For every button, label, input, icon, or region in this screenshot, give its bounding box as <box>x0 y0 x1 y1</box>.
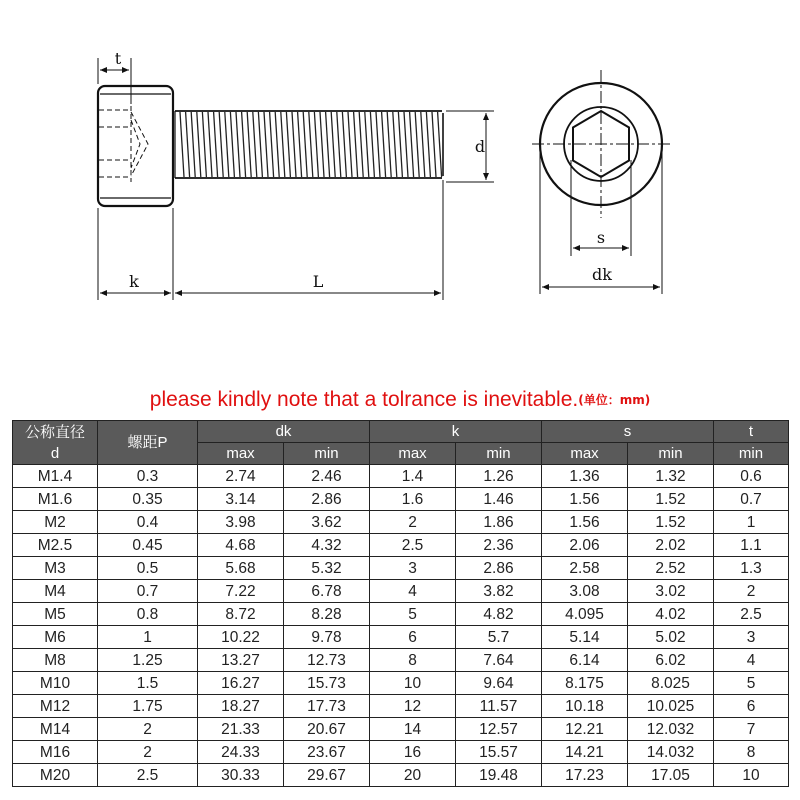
cell-s-min: 2.02 <box>628 534 714 557</box>
cell-pitch: 0.7 <box>98 580 198 603</box>
cell-s-min: 5.02 <box>628 626 714 649</box>
cell-dk-max: 3.98 <box>198 511 284 534</box>
table-row <box>13 557 789 580</box>
header-pitch: 螺距P <box>98 421 198 465</box>
subheader-dk-max: max <box>198 443 284 465</box>
cell-k-max: 14 <box>370 718 456 741</box>
label-k: k <box>129 272 139 291</box>
cell-pitch: 2 <box>98 741 198 764</box>
subheader-s-max: max <box>542 443 628 465</box>
cell-s-max: 2.58 <box>542 557 628 580</box>
cell-k-min: 11.57 <box>456 695 542 718</box>
cell-pitch: 2.5 <box>98 764 198 787</box>
cell-s-min: 10.025 <box>628 695 714 718</box>
subheader-s-min: min <box>628 443 714 465</box>
cell-pitch: 0.8 <box>98 603 198 626</box>
cell-k-min: 9.64 <box>456 672 542 695</box>
cell-s-max: 8.175 <box>542 672 628 695</box>
tolerance-note-text: please kindly note that a tolrance is inevitable. <box>149 388 579 411</box>
table-row <box>13 465 789 488</box>
cell-s-min: 1.52 <box>628 488 714 511</box>
unit-note: (单位：mm) <box>578 393 651 407</box>
table-row <box>13 488 789 511</box>
cell-k-min: 1.86 <box>456 511 542 534</box>
cell-dk-max: 18.27 <box>198 695 284 718</box>
cell-t-min: 7 <box>714 718 789 741</box>
cell-k-min: 7.64 <box>456 649 542 672</box>
cell-k-max: 2.5 <box>370 534 456 557</box>
cell-s-max: 1.56 <box>542 488 628 511</box>
cell-k-max: 4 <box>370 580 456 603</box>
cell-k-max: 3 <box>370 557 456 580</box>
subheader-t-min: min <box>714 443 789 465</box>
cell-k-min: 5.7 <box>456 626 542 649</box>
cell-k-max: 5 <box>370 603 456 626</box>
cell-s-max: 4.095 <box>542 603 628 626</box>
cell-size: M1.6 <box>13 488 98 511</box>
header-nominal-diameter-d: d <box>50 444 60 462</box>
table-row <box>13 626 789 649</box>
cell-dk-min: 15.73 <box>284 672 370 695</box>
cell-k-min: 1.46 <box>456 488 542 511</box>
table-row <box>13 741 789 764</box>
table-row <box>13 649 789 672</box>
cell-size: M16 <box>13 741 98 764</box>
header-dk: dk <box>198 421 370 443</box>
table-row <box>13 603 789 626</box>
cell-s-min: 12.032 <box>628 718 714 741</box>
dimension-L <box>175 180 443 300</box>
cell-k-min: 3.82 <box>456 580 542 603</box>
header-t: t <box>714 421 789 443</box>
cell-size: M6 <box>13 626 98 649</box>
cell-s-min: 1.32 <box>628 465 714 488</box>
cell-t-min: 2.5 <box>714 603 789 626</box>
cell-pitch: 1.5 <box>98 672 198 695</box>
cell-k-min: 19.48 <box>456 764 542 787</box>
cell-t-min: 0.7 <box>714 488 789 511</box>
cell-dk-min: 8.28 <box>284 603 370 626</box>
cell-dk-max: 2.74 <box>198 465 284 488</box>
subheader-k-min: min <box>456 443 542 465</box>
cell-dk-max: 16.27 <box>198 672 284 695</box>
cell-s-min: 2.52 <box>628 557 714 580</box>
cell-k-max: 12 <box>370 695 456 718</box>
cell-size: M3 <box>13 557 98 580</box>
header-nominal-diameter-cn: 公称直径 <box>24 423 85 441</box>
cell-t-min: 0.6 <box>714 465 789 488</box>
dimension-spec-table <box>12 420 789 787</box>
subheader-dk-min: min <box>284 443 370 465</box>
cell-k-min: 2.36 <box>456 534 542 557</box>
cell-k-min: 12.57 <box>456 718 542 741</box>
cell-s-max: 2.06 <box>542 534 628 557</box>
cell-size: M2 <box>13 511 98 534</box>
dimension-d <box>446 111 494 182</box>
cell-dk-min: 9.78 <box>284 626 370 649</box>
cell-s-max: 6.14 <box>542 649 628 672</box>
screw-technical-drawing <box>0 0 800 380</box>
cell-pitch: 0.3 <box>98 465 198 488</box>
cell-dk-max: 3.14 <box>198 488 284 511</box>
cell-k-min: 1.26 <box>456 465 542 488</box>
cell-pitch: 0.4 <box>98 511 198 534</box>
header-s: s <box>542 421 714 443</box>
cell-s-min: 17.05 <box>628 764 714 787</box>
screw-head-side-view <box>98 86 173 206</box>
cell-s-max: 5.14 <box>542 626 628 649</box>
cell-k-min: 2.86 <box>456 557 542 580</box>
cell-k-max: 16 <box>370 741 456 764</box>
cell-dk-max: 8.72 <box>198 603 284 626</box>
cell-dk-max: 21.33 <box>198 718 284 741</box>
cell-dk-max: 7.22 <box>198 580 284 603</box>
cell-size: M5 <box>13 603 98 626</box>
table-row <box>13 695 789 718</box>
cell-t-min: 8 <box>714 741 789 764</box>
cell-size: M12 <box>13 695 98 718</box>
dimension-k <box>98 208 173 300</box>
label-dk: dk <box>592 265 612 284</box>
cell-k-max: 10 <box>370 672 456 695</box>
cell-dk-min: 5.32 <box>284 557 370 580</box>
cell-s-max: 12.21 <box>542 718 628 741</box>
table-body <box>13 465 789 787</box>
cell-size: M2.5 <box>13 534 98 557</box>
cell-dk-max: 24.33 <box>198 741 284 764</box>
cell-dk-min: 2.46 <box>284 465 370 488</box>
label-s: s <box>596 228 606 247</box>
cell-k-max: 1.6 <box>370 488 456 511</box>
cell-t-min: 1.1 <box>714 534 789 557</box>
cell-pitch: 2 <box>98 718 198 741</box>
cell-dk-min: 12.73 <box>284 649 370 672</box>
cell-dk-max: 13.27 <box>198 649 284 672</box>
cell-t-min: 6 <box>714 695 789 718</box>
cell-k-max: 8 <box>370 649 456 672</box>
cell-pitch: 1 <box>98 626 198 649</box>
cell-dk-min: 23.67 <box>284 741 370 764</box>
cell-dk-min: 20.67 <box>284 718 370 741</box>
table-row <box>13 764 789 787</box>
cell-size: M14 <box>13 718 98 741</box>
cell-t-min: 10 <box>714 764 789 787</box>
cell-t-min: 3 <box>714 626 789 649</box>
cell-dk-max: 10.22 <box>198 626 284 649</box>
cell-t-min: 1.3 <box>714 557 789 580</box>
table-row <box>13 511 789 534</box>
cell-s-max: 14.21 <box>542 741 628 764</box>
label-d: d <box>474 137 486 156</box>
cell-dk-min: 6.78 <box>284 580 370 603</box>
screw-thread-shank <box>175 111 443 178</box>
cell-size: M20 <box>13 764 98 787</box>
cell-pitch: 0.5 <box>98 557 198 580</box>
cell-size: M4 <box>13 580 98 603</box>
cell-size: M1.4 <box>13 465 98 488</box>
cell-t-min: 2 <box>714 580 789 603</box>
cell-t-min: 5 <box>714 672 789 695</box>
cell-s-min: 8.025 <box>628 672 714 695</box>
cell-s-min: 3.02 <box>628 580 714 603</box>
cell-s-max: 10.18 <box>542 695 628 718</box>
cell-s-max: 17.23 <box>542 764 628 787</box>
cell-k-min: 15.57 <box>456 741 542 764</box>
cell-pitch: 1.75 <box>98 695 198 718</box>
cell-k-max: 1.4 <box>370 465 456 488</box>
cell-t-min: 1 <box>714 511 789 534</box>
cell-dk-min: 2.86 <box>284 488 370 511</box>
cell-pitch: 0.45 <box>98 534 198 557</box>
cell-dk-min: 29.67 <box>284 764 370 787</box>
header-nominal-diameter <box>13 421 98 465</box>
cell-k-max: 20 <box>370 764 456 787</box>
table-header-row <box>13 421 789 443</box>
screw-head-end-view <box>532 70 670 218</box>
cell-s-max: 1.56 <box>542 511 628 534</box>
label-t: t <box>114 49 122 68</box>
table-row <box>13 718 789 741</box>
cell-dk-min: 17.73 <box>284 695 370 718</box>
cell-pitch: 0.35 <box>98 488 198 511</box>
table-row <box>13 580 789 603</box>
cell-s-min: 14.032 <box>628 741 714 764</box>
tolerance-note <box>0 388 800 412</box>
subheader-k-max: max <box>370 443 456 465</box>
table-row <box>13 672 789 695</box>
cell-dk-max: 30.33 <box>198 764 284 787</box>
cell-k-max: 2 <box>370 511 456 534</box>
table-row <box>13 534 789 557</box>
cell-t-min: 4 <box>714 649 789 672</box>
cell-size: M8 <box>13 649 98 672</box>
cell-dk-min: 3.62 <box>284 511 370 534</box>
cell-s-min: 4.02 <box>628 603 714 626</box>
cell-pitch: 1.25 <box>98 649 198 672</box>
cell-k-min: 4.82 <box>456 603 542 626</box>
cell-size: M10 <box>13 672 98 695</box>
label-L: L <box>312 272 324 291</box>
cell-k-max: 6 <box>370 626 456 649</box>
cell-s-min: 1.52 <box>628 511 714 534</box>
cell-dk-max: 4.68 <box>198 534 284 557</box>
cell-dk-max: 5.68 <box>198 557 284 580</box>
cell-dk-min: 4.32 <box>284 534 370 557</box>
cell-s-max: 3.08 <box>542 580 628 603</box>
header-k: k <box>370 421 542 443</box>
cell-s-max: 1.36 <box>542 465 628 488</box>
cell-s-min: 6.02 <box>628 649 714 672</box>
